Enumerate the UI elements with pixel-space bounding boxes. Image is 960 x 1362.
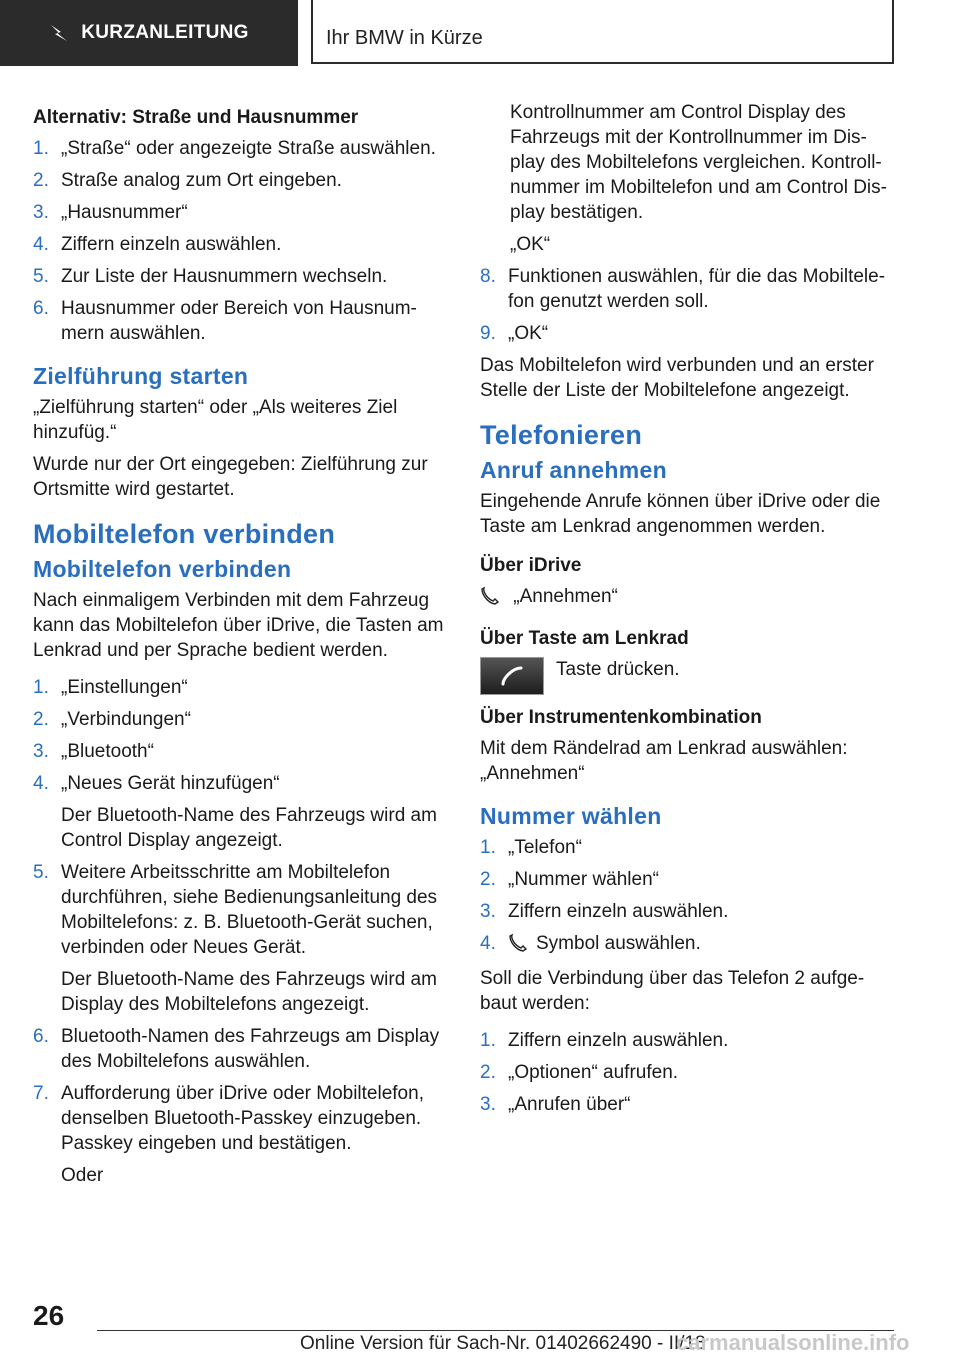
list-item: 1. Ziffern einzeln auswählen. [480,1030,729,1051]
list-item: 1. „Telefon“ [480,837,582,858]
dial-steps-list [480,835,900,959]
phone-key-icon [480,657,544,695]
alt-steps-list [33,136,448,346]
subheading-instrument: Über Instrumentenkombination [480,707,762,728]
list-item: 2. Straße analog zum Ort eingeben. [33,170,342,191]
step-note: „OK“ [510,234,551,255]
right-column [480,100,900,1124]
subheading-idrive: Über iDrive [480,555,582,576]
heading-telefonieren: Telefonieren [480,420,643,450]
list-item: 4. Symbol auswählen. [480,931,900,959]
list-item: 9. „OK“ [480,323,549,344]
list-item: 2. „Optionen“ aufrufen. [480,1062,679,1083]
connect-steps-list-2 [33,860,448,960]
list-item: 2. „Verbindungen“ [33,709,191,730]
heading-anruf-annehmen: Anruf annehmen [480,457,667,483]
footer-text: Online Version für Sach-Nr. 01402662490 - II/18 [300,1333,706,1354]
list-item: 5. Zur Liste der Hausnummern wechseln. [33,266,388,287]
list-item: 3. „Bluetooth“ [33,741,154,762]
list-item: 7. Aufforderung über iDrive oder Mobiltelefon, denselben Bluetooth-Passkey einzugeben. Passkey eingeben und bestätigen. [33,1083,424,1154]
phone-handset-icon [508,932,530,959]
annehmen-label: „Annehmen“ [513,586,618,607]
step-note: Der Bluetooth-Name des Fahrzeugs wird am Display des Mobiltelefons angezeigt. [61,969,437,1015]
subheading-taste: Über Taste am Lenkrad [480,628,689,649]
subheading-mobiltelefon: Mobiltelefon verbinden [33,556,292,582]
paragraph: Wurde nur der Ort eingegeben: Zielführung zur Ortsmitte wird gestartet. [33,454,428,500]
paragraph: „Zielführung starten“ oder „Als weiteres Ziel hinzufüg.“ [33,397,398,443]
heading-nummer-waehlen: Nummer wählen [480,803,662,829]
heading-zielfuehrung: Zielführung starten [33,363,249,389]
flash-icon [49,23,69,43]
tel2-steps-list [480,1028,900,1117]
list-item: 3. „Anrufen über“ [480,1094,631,1115]
heading-mobiltelefon: Mobiltelefon verbinden [33,519,336,549]
subheading-alternative: Alternativ: Straße und Hausnummer [33,107,359,128]
page-header [0,0,960,66]
list-item: 4. Ziffern einzeln auswählen. [33,234,282,255]
paragraph: Das Mobiltelefon wird verbunden und an erster Stelle der Liste der Mobiltelefone angezeigt. [480,355,874,401]
idrive-instruction [480,584,900,612]
list-item: 2. „Nummer wählen“ [480,869,659,890]
left-column [33,100,448,1195]
connect-steps-list-3 [33,1024,448,1156]
step-note: Kontrollnummer am Control Display des Fahrzeugs mit der Kontrollnummer im Dis‐play des Mobiltelefons vergleichen. Kontroll‐nummer im Mobiltelefon und am Control Dis‐play bestätigen. [510,102,887,223]
page-number: 26 [33,1300,65,1331]
phone-handset-icon [480,585,502,612]
list-item: 1. „Straße“ oder angezeigte Straße auswählen. [33,138,436,159]
list-item: 4. „Neues Gerät hinzufügen“ [33,773,280,794]
step-note: Oder [61,1165,104,1186]
step-note: Der Bluetooth-Name des Fahrzeugs wird am Control Display angezeigt. [61,805,437,851]
watermark: carmanualsonline.info [676,1330,910,1355]
list-item: 6. Hausnummer oder Bereich von Hausnum‐mern auswählen. [33,298,417,344]
paragraph: Mit dem Rändelrad am Lenkrad auswählen: „Annehmen“ [480,738,848,784]
connect-steps-list-4 [480,264,900,346]
list-item: 5. Weitere Arbeitsschritte am Mobiltelefon durchführen, siehe Bedienungsanleitung des Mobiltelefons: z. B. Bluetooth-Gerät suchen, verbinden oder Neues Gerät. [33,862,438,958]
list-item: 1. „Einstellungen“ [33,677,188,698]
taste-instruction [480,657,900,695]
paragraph: Soll die Verbindung über das Telefon 2 aufge‐baut werden: [480,968,865,1014]
list-item: 8. Funktionen auswählen, für die das Mobiltele‐fon genutzt werden soll. [480,266,886,312]
list-item: 6. Bluetooth-Namen des Fahrzeugs am Display des Mobiltelefons auswählen. [33,1026,440,1072]
paragraph: Eingehende Anrufe können über iDrive oder die Taste am Lenkrad angenommen werden. [480,491,881,537]
section-tab [0,0,298,66]
list-item: 3. „Hausnummer“ [33,202,188,223]
section-tab-label: KURZANLEITUNG [81,22,249,43]
paragraph: Nach einmaligem Verbinden mit dem Fahrzeug kann das Mobiltelefon über iDrive, die Tasten am Lenkrad und per Sprache bedient werden. [33,590,444,661]
taste-label: Taste drücken. [556,659,680,680]
connect-steps-list [33,675,448,796]
list-item: 3. Ziffern einzeln auswählen. [480,901,729,922]
header-title: Ihr BMW in Kürze [326,27,483,49]
